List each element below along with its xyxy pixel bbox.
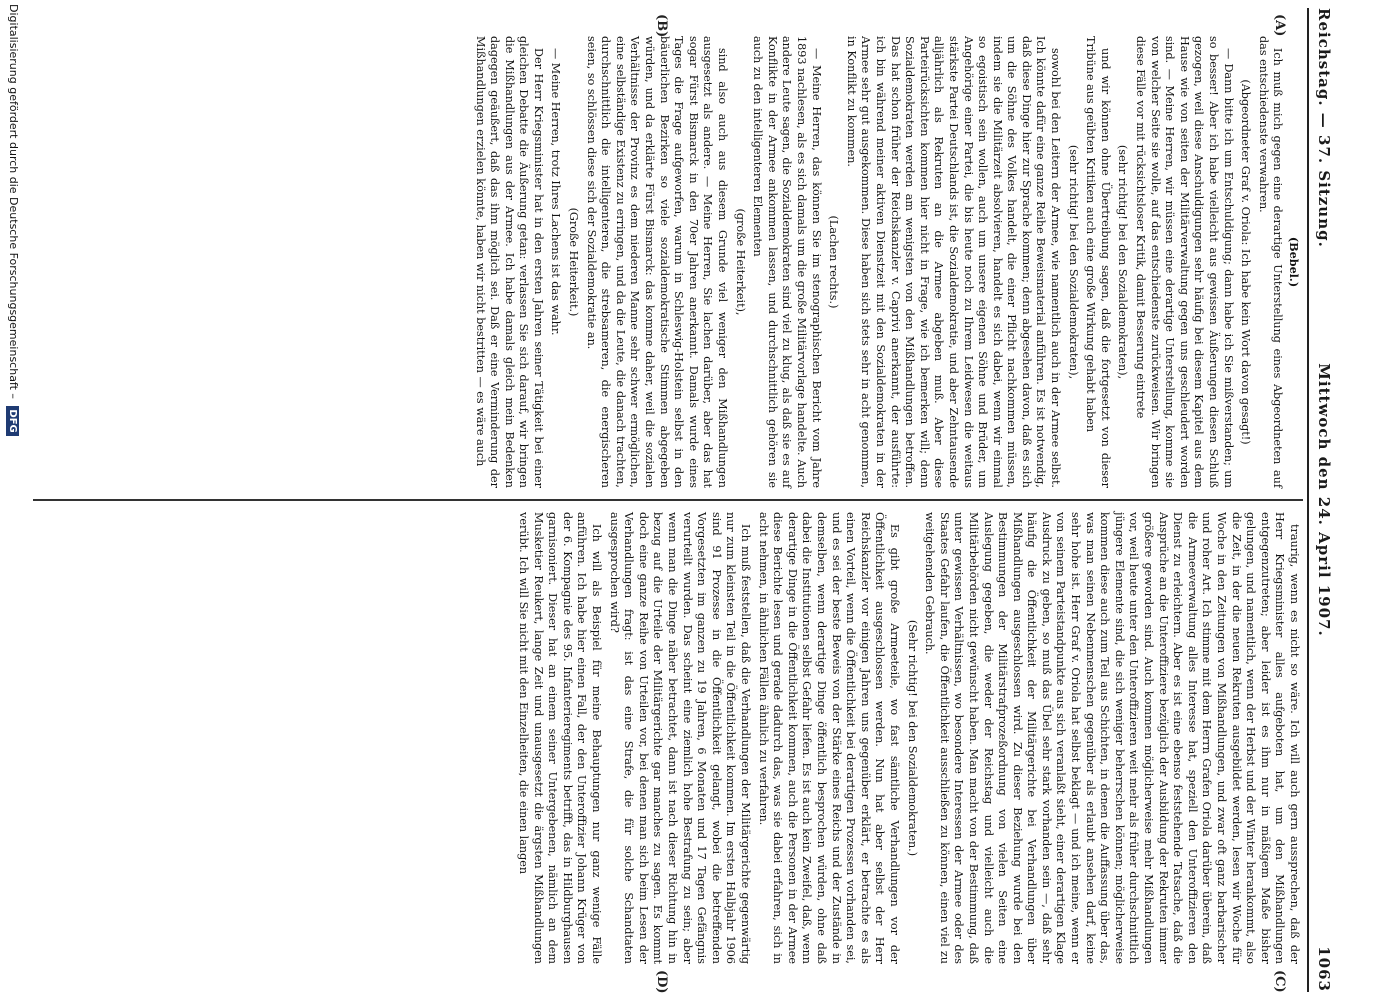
interjection: (Große Heiterkeit.) xyxy=(567,207,581,317)
dfg-logo: DFG xyxy=(6,406,19,435)
interjection: (sehr richtig! bei den Sozialdemokraten), xyxy=(1066,144,1080,380)
running-head-left: Reichstag. — 37. Sitzung. xyxy=(1315,8,1333,248)
speaker-name: (Bebel.) xyxy=(1287,236,1301,288)
paragraph: Ich muß mich gegen eine derartige Unterstellung eines Abgeordneten auf das entschiedenste verwahren. xyxy=(1256,36,1285,488)
interjection: (Sehr richtig! bei den Sozialdemokraten.) xyxy=(905,619,919,857)
interjection: (sehr richtig! bei den Sozialdemokraten), xyxy=(1116,144,1130,380)
digitization-note-text: Digitalisierung gefördert durch die Deutsche Forschungsgemeinschaft – xyxy=(7,4,20,399)
paragraph: traurig, wenn es nicht so wäre. Ich will auch gern aussprechen, daß der Herr Kriegsminister alles aufgeboten hat, um den Mißhandlungen entgegenzutreten; aber leider ist es ihm nur in mäßigem Maße bisher gelungen, und namentlich, wenn der Herbst und der Winter herankommt, also die Zeit, in der die neuen Rekruten ausgebildet werden, lesen wir Woche für Woche in den Zeitungen von Mißhandlungen, und zwar oft ganz barbarischer und roher Art. Ich stimme mit dem Herrn Grafen Oriola darüber überein, daß die Armeeverwaltung alles Interesse hat, speziell den Unteroffizieren den Dienst zu erleichtern. Aber es ist eine ebenso feststehende Tatsache, daß die Ansprüche an die Unteroffiziere bezüglich der Ausbildung der Rekruten immer größere geworden sind. Auch kommen möglicherweise mehr Mißhandlungen vor, weil heute unter den Unteroffizieren weit mehr als früher durchschnittlich jüngere Elemente sind, die sich weniger beherrschen können; möglicherweise kommen diese auch zum Teil aus Schichten, in denen die Auffassung über das, was man seinen Nebenmenschen gegenüber als erlaubt ansehen darf, keine sehr hohe ist. Herr Graf v. Oriola hat selbst beklagt — und ich meine, wenn er von seinem Parteistandpunkte aus sich veranlaßt sieht, einer derartigen Klage Ausdruck zu geben, so muß das Übel sehr stark vorhanden sein —, daß sehr häufig die Öffentlichkeit der Militärgerichte bei Verhandlungen über Mißhandlungen ausgeschlossen wird. Zu dieser Beziehung wurde bei den Bestimmungen der Militärstrafprozeßordnung von vielen Seiten eine Auslegung gegeben, die weder der Reichstag und vielleicht auch die Militärbehörden nicht gewünscht haben. Man macht von der Bestimmung, daß unter gewissen Verhältnissen, wo besondere Interessen der Armee oder des Staates Gefahr laufen, die Öffentlichkeit ausschließen zu können, einen viel zu weitgehenden Gebrauch. xyxy=(923,512,1301,964)
paragraph: — Meine Herren, das können Sie im stenographischen Bericht vom Jahre 1893 nachlesen, als es sich damals um die große Militärvorlage handelte. Auch andere Leute sagen, die Sozialdemokraten sind viel zu klug, als daß sie es auf Konflikte in der Armee ankommen lassen, und durchschnittlich gehören sie auch zu den intelligenteren Elementen xyxy=(751,36,823,488)
paragraph: Es gibt große Armeeteile, wo fast sämtliche Verhandlungen vor der Öffentlichkeit ausgeschlossen werden. Nun hat aber selbst der Herr Reichskanzler vor einigen Jahren uns gegenüber erklärt, er betrachte es als einen Vorteil, wenn die Öffentlichkeit bei derartigen Prozessen vorhanden sei, und es sei der beste Beweis von der Stärke eines Reichs und der Zustände in demselben, wenn derartige Dinge öffentlich besprochen würden, ohne daß dabei die Institutionen selbst Gefahr liefen. Es ist auch kein Zweifel, daß, wenn derartige Dinge in die Öffentlichkeit kommen, auch die Personen in der Armee diese Berichte lesen und gerade dadurch das, was sie dabei erfahren, sich in acht nehmen, in ähnlichen Fällen ähnlich zu verfahren. xyxy=(756,512,901,964)
interjection: (Lachen rechts.) xyxy=(827,215,841,309)
paragraph: — Meine Herren, trotz Ihres Lachens ist das wahr. xyxy=(549,48,563,336)
interjection: (Abgeordneter Graf v. Oriola: Ich habe kein Wort davon gesagt!) xyxy=(1239,79,1253,445)
paragraph: Ich muß feststellen, daß die Verhandlungen der Militärgerichte gegenwärtig nur zum kleinsten Teil in die Öffentlichkeit kommen. Im ersten Halbjahr 1906 sind 91 Prozesse in die Öffentlichkeit gelangt, wobei die betreffenden Vorgesetzten im ganzen zu 19 Jahren, 6 Monaten und 17 Tagen Gefängnis verurteilt wurden. Das scheint eine ziemlich hohe Bestrafung zu sein; aber wenn man die Dinge näher betrachtet, dann ist nach dieser Richtung hin in bezug auf die Urteile der Militärgerichte gar manches zu sagen. Es kommt doch eine ganze Reihe von Urteilen vor, bei denen man sich beim Lesen der Verhandlungen fragt: ist das eine Strafe, die für solche Schandtaten ausgesprochen wird? xyxy=(607,512,753,964)
header-rule xyxy=(1307,8,1309,992)
page-number: 1063 xyxy=(1315,946,1333,992)
left-column xyxy=(469,36,1301,488)
margin-letter-b: (B) xyxy=(654,14,669,38)
running-head-date: Mittwoch den 24. April 1907. xyxy=(1315,363,1333,637)
interjection: (große Heiterkeit), xyxy=(733,208,747,316)
margin-letter-a: (A) xyxy=(1272,14,1287,37)
paragraph: — Dann bitte ich um Entschuldigung; dann habe ich Sie mißverstanden; um so besser! Aber ich habe vielleicht aus gewissen Äußerungen diesen Schluß gezogen, weil diese Anschuldigungen sehr häufig bei diesem Kapitel aus dem Hause wie von seiten der Militärverwaltung gegen uns geschleudert worden sind. — Meine Herren, wir müssen eine derartige Unterstellung, komme sie von welcher Seite sie wolle, auf das entschiedenste zurückweisen. Wir bringen diese Fälle vor mit rücksichtsloser Kritik, damit Besserung eintrete xyxy=(1134,36,1235,488)
paragraph: sowohl bei den Leitern der Armee, wie namentlich auch in der Armee selbst. Ich könnte dafür eine ganze Reihe Beweismaterial anführen. Es ist notwendig, daß diese Dinge hier zur Sprache kommen; denn abgesehen davon, daß es sich um die Söhne des Volkes handelt, die einer Pflicht nachkommen müssen, indem sie die Militärzeit absolvieren, handelt es sich dabei, wenn wir einmal so egoistisch sein wollen, auch um unsere eigenen Söhne und Brüder, um Angehörige einer Partei, die bis heute noch zu Ihrem Leidwesen die weitaus stärkste Partei Deutschlands ist, die Sozialdemokratie, und aber Zehntausende alljährlich als Rekruten an die Armee abgeben muß. Aber diese Parteirücksichten kommen hier nicht in Frage, wie ich bemerken will; denn Sozialdemokraten werden am wenigsten von den Mißhandlungen betroffen. Das hat schon früher der Reichskanzler v. Caprivi anerkannt, der ausführte: ich bin während meiner aktiven Dienstzeit mit den Sozialdemokraten in der Armee sehr gut ausgekommen. Diese haben sich stets sehr in acht genommen, in Konflikt zu kommen. xyxy=(844,36,1063,488)
page-content xyxy=(29,8,1339,992)
paragraph: und wir können ohne Übertreibung sagen, daß die fortgesetzt von dieser Tribüne aus geübten Kritiken auch eine große Wirkung gehabt haben xyxy=(1084,36,1112,488)
digitization-note xyxy=(6,0,20,1000)
paragraph: Der Herr Kriegsminister hat in den ersten Jahren seiner Tätigkeit bei einer gleichen Debatte die Äußerung getan: verlassen Sie sich darauf, wir bringen die Mißhandlungen aus der Armee. Ich habe damals gleich mein Bedenken dagegen geäußert, daß das ihm möglich sei. Daß er eine Verminderung der Mißhandlungen erzielen könnte, haben wir nicht bestritten — es wäre auch xyxy=(473,36,545,488)
paragraph: Ich will als Beispiel für meine Behauptungen nur ganz wenige Fälle anführen. Ich habe hier einen Fall, der den Unteroffizier Johann Krüger von der 6. Kompagnie des 95. Infanterieregiments betrifft, das in Hildburghausen garnisoniert. Dieser hat an einem seiner Untergebenen, nämlich an dem Musketier Reukert, lange Zeit und unausgesetzt die ärgsten Mißhandlungen verübt. Ich will Sie nicht mit den Einzelheiten, die einen langen xyxy=(517,512,604,964)
column-rule xyxy=(33,499,1303,501)
paragraph: sind also auch aus diesem Grunde viel weniger den Mißhandlungen ausgesetzt als andere. — Meine Herren, Sie lachen darüber, aber das hat sogar Fürst Bismarck in den 70er Jahren anerkannt. Damals wurde eines Tages die Frage aufgeworfen, warum in Schleswig-Holstein selbst in den bäuerlichen Bezirken so viele sozialdemokratische Stimmen abgegeben würden, und da erklärte Fürst Bismarck: das komme daher, weil die sozialen Verhältnisse der Provinz es dem niederen Manne sehr schwer ermöglichen, eine selbständige Existenz zu erringen, und da die Leute, die danach trachten, durchschnittlich die intelligenteren, die strebsameren, die energischeren seien, so schlössen diese sich der Sozialdemokratie an. xyxy=(584,36,730,488)
margin-letter-c: (C) xyxy=(1272,970,1287,993)
right-column xyxy=(513,512,1301,964)
running-head xyxy=(1305,8,1339,992)
margin-letter-d: (D) xyxy=(654,970,669,994)
